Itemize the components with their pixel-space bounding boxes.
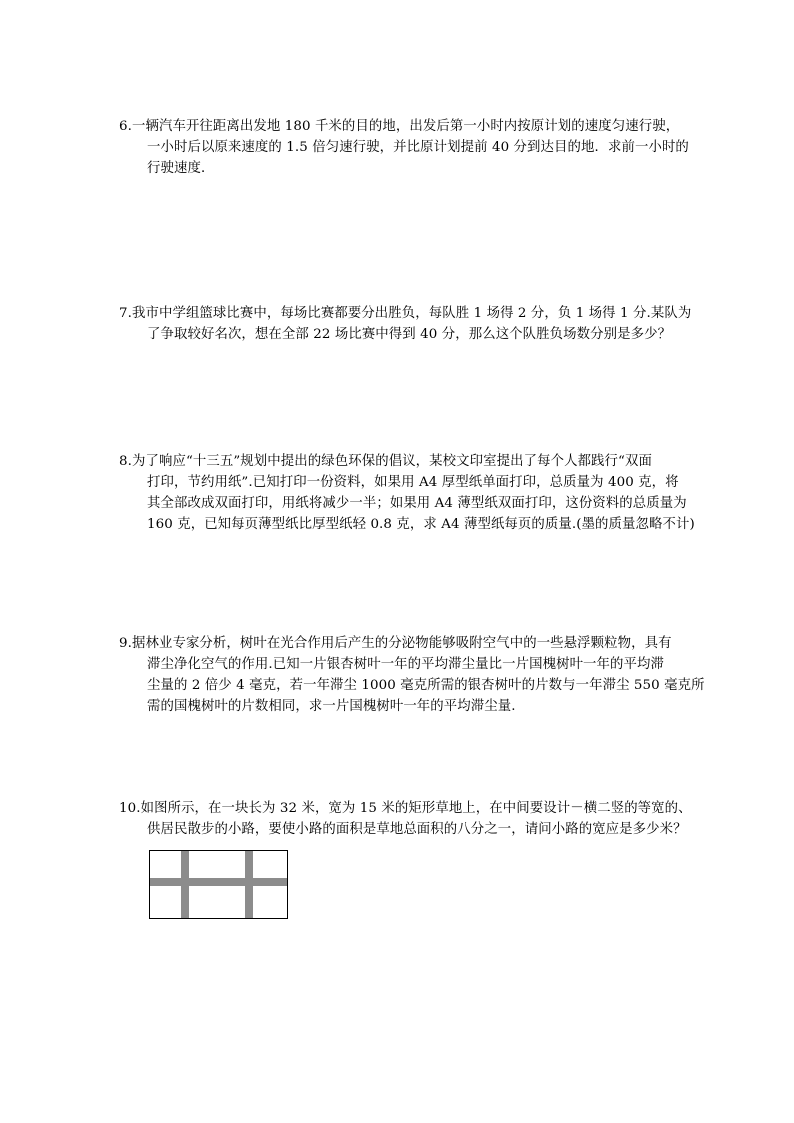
question-8-line-1: 8.为了响应“十三五”规划中提出的绿色环保的倡议，某校文印室提出了每个人都践行“双面 — [119, 454, 652, 469]
question-7-line-1: 7.我市中学组篮球比赛中，每场比赛都要分出胜负，每队胜 1 场得 2 分，负 1 场得 1 分.某队为 — [119, 306, 692, 321]
question-7 — [119, 303, 704, 345]
question-8-line-4: 160 克，已知每页薄型纸比厚型纸轻 0.8 克，求 A4 薄型纸每页的质量.(墨的质量忽略不计) — [147, 517, 695, 532]
question-6 — [119, 116, 704, 179]
question-7-line-2: 了争取较好名次，想在全部 22 场比赛中得到 40 分，那么这个队胜负场数分别是多少？ — [147, 327, 672, 342]
question-6-line-2: 一小时后以原来速度的 1.5 倍匀速行驶，并比原计划提前 40 分到达目的地．求前一小时的 — [147, 140, 689, 155]
question-10-line-2: 供居民散步的小路，要使小路的面积是草地总面积的八分之一，请问小路的宽应是多少米？ — [147, 822, 687, 837]
lawn-path-figure — [149, 850, 288, 919]
question-10-line-1: 10.如图所示，在一块长为 32 米，宽为 15 米的矩形草地上，在中间要设计－横二竖的等宽的、 — [119, 801, 692, 816]
question-8 — [119, 451, 704, 535]
question-8-line-3: 其全部改成双面打印，用纸将减少一半；如果用 A4 薄型纸双面打印，这份资料的总质量为 — [147, 496, 687, 511]
question-9-line-4: 需的国槐树叶的片数相同，求一片国槐树叶一年的平均滞尘量. — [147, 699, 516, 714]
question-9-line-3: 尘量的 2 倍少 4 毫克，若一年滞尘 1000 毫克所需的银杏树叶的片数与一年滞尘 550 毫克所 — [147, 678, 705, 693]
question-10 — [119, 798, 704, 840]
vertical-path-left — [181, 851, 189, 918]
question-9 — [119, 633, 704, 717]
question-8-line-2: 打印，节约用纸”.已知打印一份资料，如果用 A4 厚型纸单面打印，总质量为 400 克，将 — [147, 475, 679, 490]
question-6-line-1: 6.一辆汽车开往距离出发地 180 千米的目的地，出发后第一小时内按原计划的速度匀速行驶， — [119, 119, 680, 134]
vertical-path-right — [245, 851, 253, 918]
horizontal-path — [150, 878, 287, 886]
question-9-line-1: 9.据林业专家分析，树叶在光合作用后产生的分泌物能够吸附空气中的一些悬浮颗粒物，具有 — [119, 636, 672, 651]
question-6-line-3: 行驶速度． — [147, 161, 215, 176]
question-9-line-2: 滞尘净化空气的作用.已知一片银杏树叶一年的平均滞尘量比一片国槐树叶一年的平均滞 — [147, 657, 664, 672]
